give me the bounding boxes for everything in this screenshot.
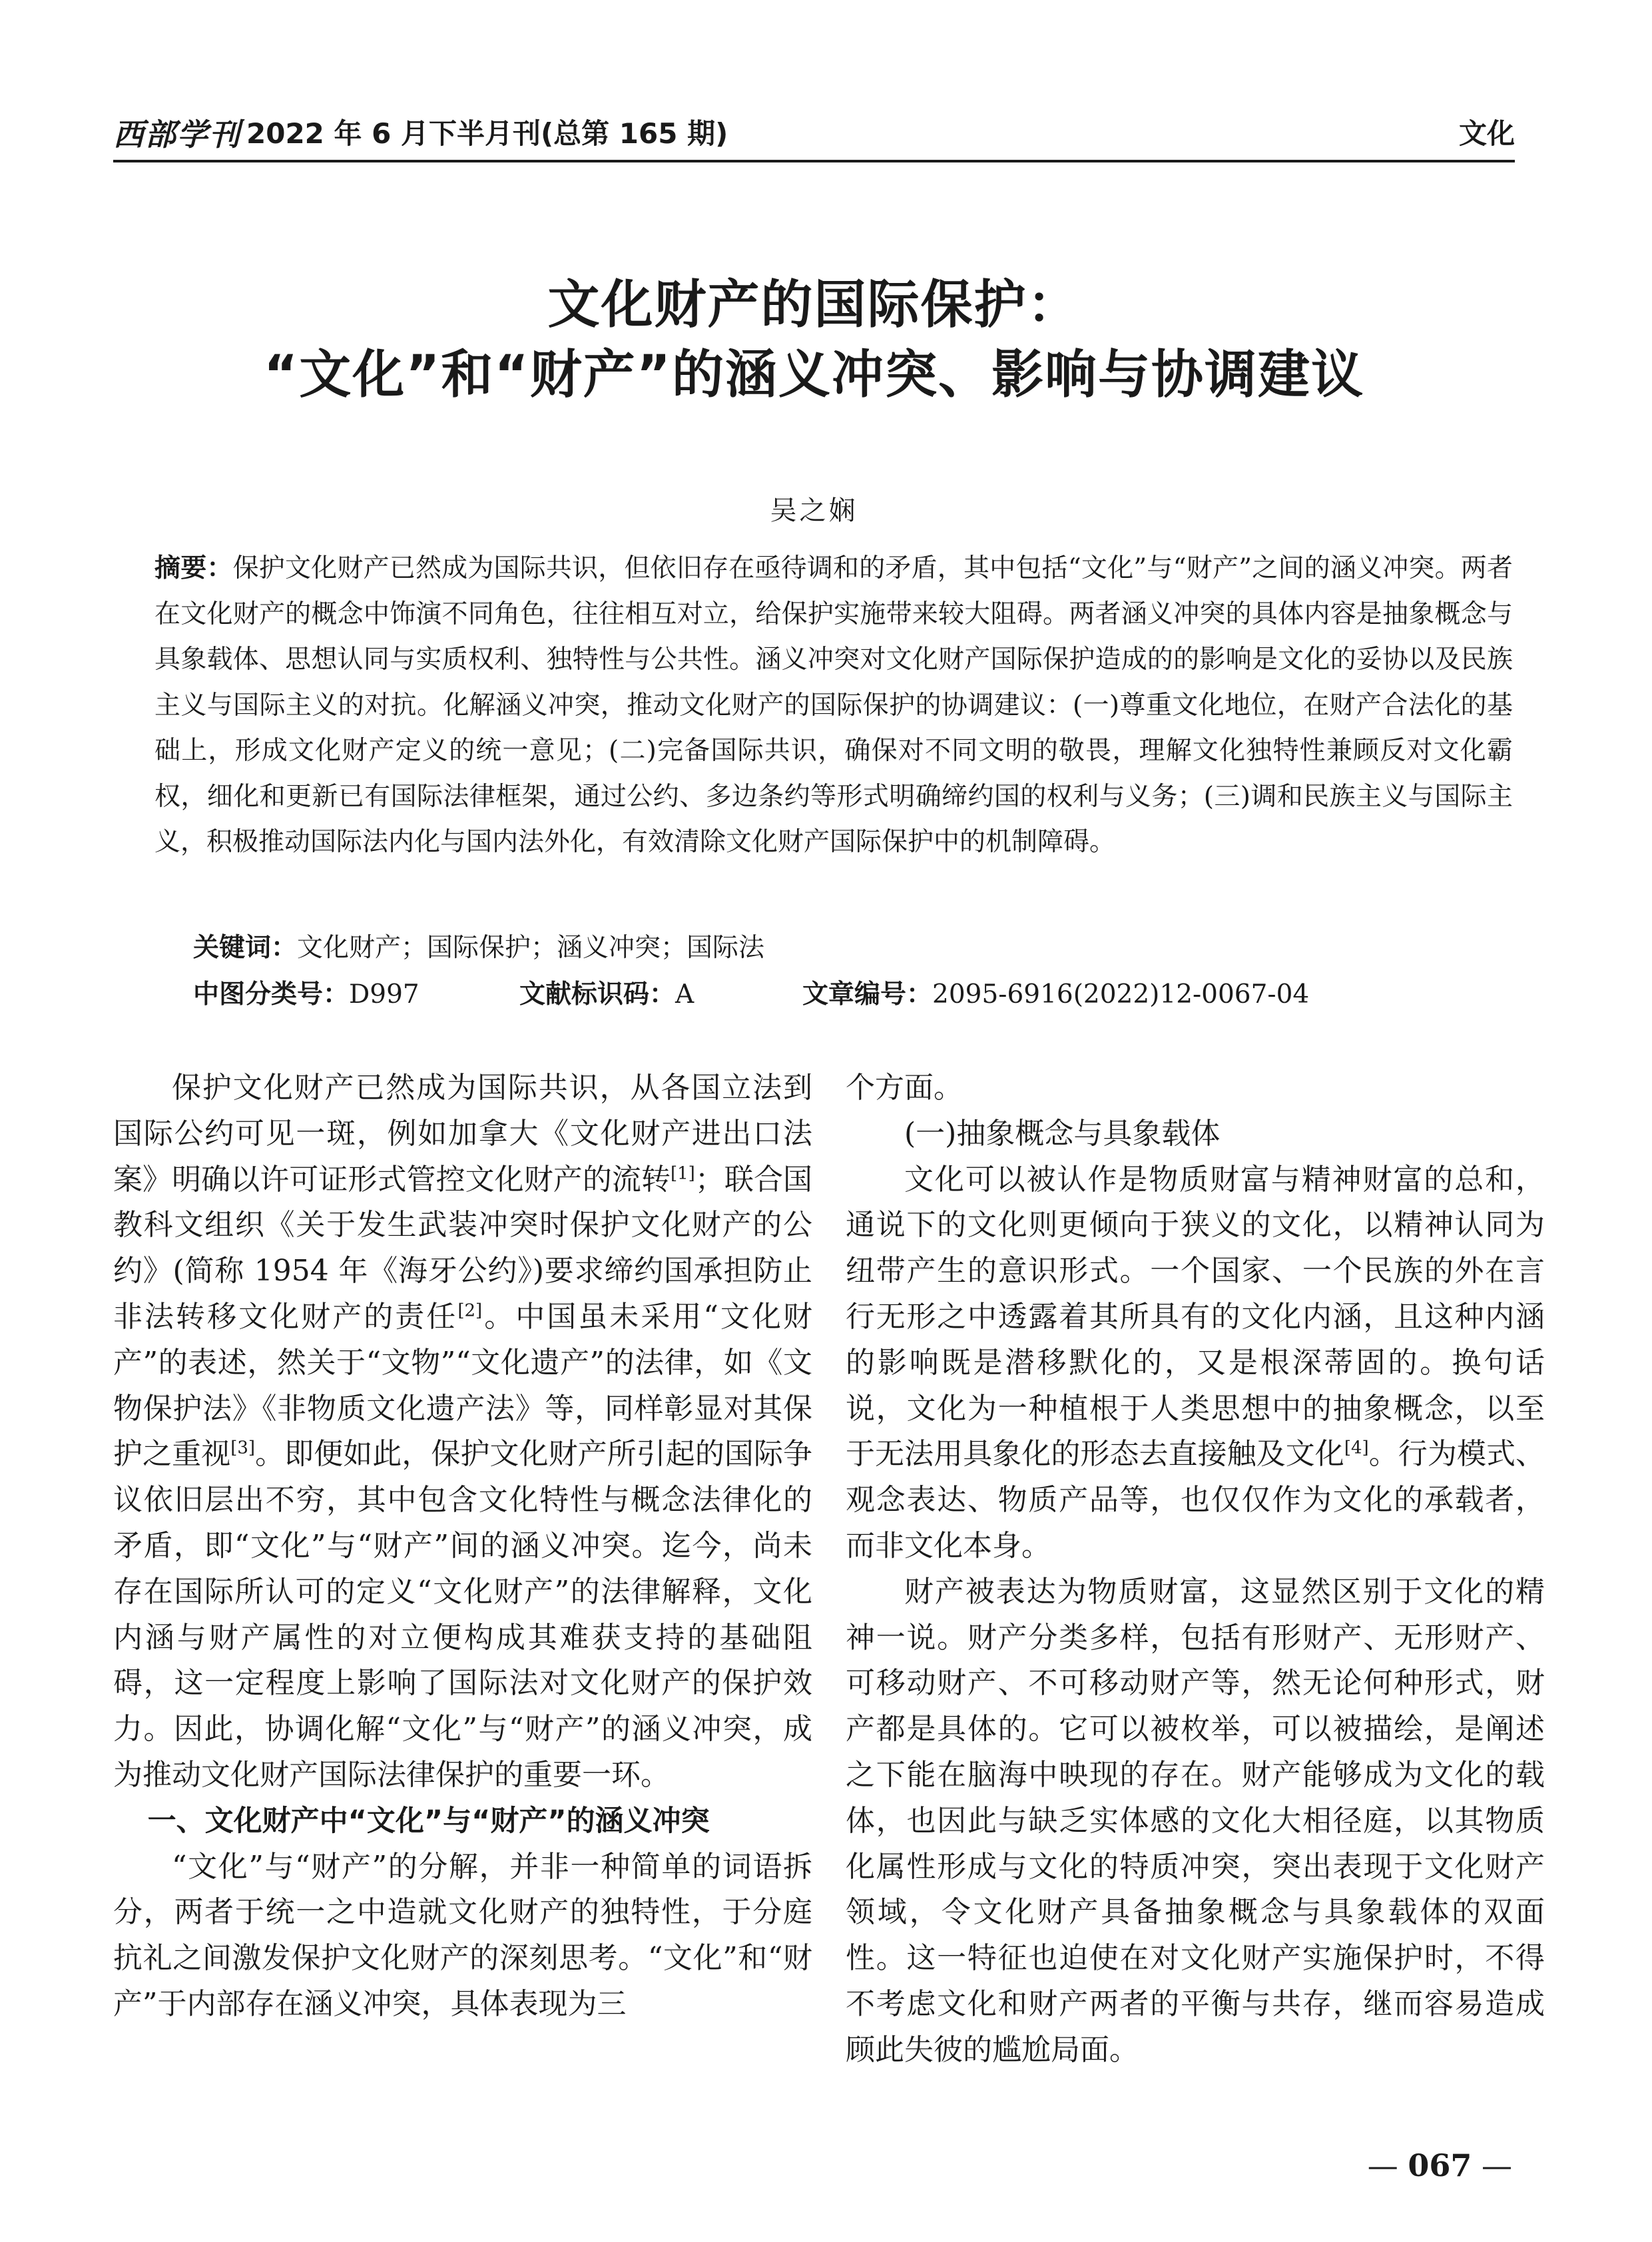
keywords — [193, 928, 1512, 968]
clc-value: D997 — [349, 980, 419, 1009]
document-code — [519, 975, 694, 1015]
abstract — [154, 546, 1513, 866]
body-column-right — [846, 1065, 1545, 2074]
running-header — [113, 107, 1515, 160]
section-name: 文化 — [1458, 117, 1515, 150]
body-paragraph: 个方面。 — [846, 1071, 963, 1105]
keywords-label: 关键词： — [193, 933, 298, 963]
header-rule — [113, 160, 1515, 162]
journal-logo: 西部学刊 — [113, 117, 241, 152]
page-number-dash: — — [1472, 2147, 1512, 2183]
clc-label: 中图分类号： — [193, 980, 350, 1009]
issue-info: 2022 年 6 月下半月刊(总第 165 期) — [246, 117, 728, 150]
clc-number — [193, 975, 419, 1015]
body-paragraph — [113, 1065, 812, 1799]
body-paragraph: 财产被表达为物质财富，这显然区别于文化的精神一说。财产分类多样，包括有形财产、无形财产、可移动财产、不可移动财产等，然无论何种形式，财产都是具体的。它可以被枚举，可以被描绘，是阐述之下能在脑海中映现的存在。财产能够成为文化的载体，也因此与缺乏实体感的文化大相径庭，以其物质化属性形成与文化的特质冲突，突出表现于文化财产领域，令文化财产具备抽象概念与具象载体的双面性。这一特征也迫使在对文化财产实施保护时，不得不考虑文化和财产两者的平衡与共存，继而容易造成顾此失彼的尴尬局面。 — [846, 1574, 1545, 2067]
abstract-label: 摘要： — [154, 553, 233, 583]
article-number — [802, 975, 1309, 1015]
text-run: 。行为模式、观念表达、物质产品等，也仅仅作为文化的承载者，而非文化本身。 — [846, 1437, 1545, 1563]
page-number — [1368, 2147, 1512, 2183]
body-paragraph — [846, 1157, 1545, 1569]
author-name: 吴之娴 — [770, 495, 858, 526]
citation-ref: [4] — [1344, 1438, 1369, 1458]
text-run: 。即便如此，保护文化财产所引起的国际争议依旧层出不穷，其中包含文化特性与概念法律化的矛盾，即“文化”与“财产”间的涵义冲突。迄今，尚未存在国际所认可的定义“文化财产”的法律解释，文化内涵与财产属性的对立便构成其难获支持的基础阻碍，这一定程度上影响了国际法对文化财产的保护效力。因此，协调化解“文化”与“财产”的涵义冲突，成为推动文化财产国际法律保护的重要一环。 — [113, 1437, 813, 1792]
text-run: 。中国虽未采用“文化财产”的表述，然关于“文物”“文化遗产”的法律，如《文物保护法》《非物质文化遗产法》等，同样彰显对其保护之重视 — [113, 1299, 812, 1472]
article-number-label: 文章编号： — [802, 980, 933, 1009]
page-number-dash: — — [1367, 2147, 1408, 2183]
abstract-text: 保护文化财产已然成为国际共识，但依旧存在亟待调和的矛盾，其中包括“文化”与“财产”之间的涵义冲突。两者在文化财产的概念中饰演不同角色，往往相互对立，给保护实施带来较大阻碍。两者涵义冲突的具体内容是抽象概念与具象载体、思想认同与实质权利、独特性与公共性。涵义冲突对文化财产国际保护造成的的影响是文化的妥协以及民族主义与国际主义的对抗。化解涵义冲突，推动文化财产的国际保护的协调建议：(一)尊重文化地位，在财产合法化的基础上，形成文化财产定义的统一意见；(二)完备国际共识，确保对不同文明的敬畏，理解文化独特性兼顾反对文化霸权，细化和更新已有国际法律框架，通过公约、多边条约等形式明确缔约国的权利与义务；(三)调和民族主义与国际主义，积极推动国际法内化与国内法外化，有效清除文化财产国际保护中的机制障碍。 — [154, 553, 1513, 857]
document-code-value: A — [675, 980, 694, 1009]
citation-ref: [3] — [230, 1438, 256, 1458]
article-number-value: 2095-6916(2022)12-0067-04 — [932, 980, 1310, 1009]
body-paragraph: “文化”与“财产”的分解，并非一种简单的词语拆分，两者于统一之中造就文化财产的独特性，于分庭抗礼之间激发保护文化财产的深刻思考。“文化”和“财产”于内部存在涵义冲突，具体表现为三 — [113, 1849, 812, 2021]
text-run: 保护文化财产已然成为国际共识，从各国立法到国际公约可见一斑，例如加拿大《文化财产进出口法案》明确以许可证形式管控文化财产的流转 — [113, 1071, 812, 1197]
subsection-heading: (一)抽象概念与具象载体 — [904, 1116, 1221, 1151]
keywords-text: 文化财产；国际保护；涵义冲突；国际法 — [297, 933, 765, 963]
page-number-value: 067 — [1408, 2147, 1472, 2183]
article-title-line1: 文化财产的国际保护： — [547, 275, 1081, 335]
citation-ref: [1] — [671, 1163, 695, 1183]
article-title-line2: “文化”和“财产”的涵义冲突、影响与协调建议 — [263, 345, 1365, 405]
text-run: 文化可以被认作是物质财富与精神财富的总和，通说下的文化则更倾向于狭义的文化，以精神认同为纽带产生的意识形式。一个国家、一个民族的外在言行无形之中透露着其所具有的文化内涵，且这种内涵的影响既是潜移默化的，又是根深蒂固的。换句话说，文化为一种植根于人类思想中的抽象概念，以至于无法用具象化的形态去直接触及文化 — [846, 1162, 1545, 1472]
citation-ref: [2] — [457, 1300, 483, 1321]
text-run: ；联合国教科文组织《关于发生武装冲突时保护文化财产的公约》(简称 1954 年《海牙公约》)要求缔约国承担防止非法转移文化财产的责任 — [113, 1162, 813, 1334]
document-code-label: 文献标识码： — [519, 980, 676, 1009]
section-heading: 一、文化财产中“文化”与“财产”的涵义冲突 — [147, 1804, 710, 1838]
body-column-left — [113, 1065, 812, 2028]
